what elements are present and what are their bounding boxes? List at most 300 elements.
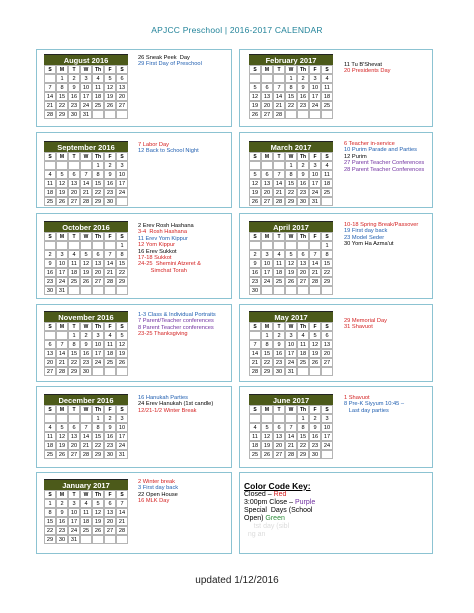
weekday-header: F — [309, 322, 321, 331]
day-cell: 11 — [44, 179, 56, 188]
day-cell — [249, 414, 261, 423]
day-cell: 3 — [309, 74, 321, 83]
weekday-header: T — [273, 232, 285, 241]
day-cell: 2 — [309, 414, 321, 423]
day-cell: 10 — [309, 170, 321, 179]
event-note: 30 Yom Ha Azma'ut — [344, 241, 394, 248]
day-cell — [104, 110, 116, 119]
day-cell — [321, 367, 333, 376]
day-cell: 1 — [261, 331, 273, 340]
day-cell: 14 — [116, 508, 128, 517]
day-cell: 24 — [68, 526, 80, 535]
day-cell: 28 — [44, 110, 56, 119]
notes-apr — [344, 222, 442, 248]
weekday-header: S — [44, 65, 56, 74]
day-cell: 29 — [321, 277, 333, 286]
day-cell: 5 — [104, 74, 116, 83]
event-note: 29 Memorial Day — [344, 318, 387, 324]
day-cell: 30 — [249, 286, 261, 295]
day-cell: 22 — [68, 358, 80, 367]
day-cell: 3 — [80, 74, 92, 83]
weekday-header: T — [68, 152, 80, 161]
day-cell: 4 — [249, 423, 261, 432]
event-note: 16 Erev Sukkot — [138, 248, 177, 255]
day-cell: 16 — [297, 179, 309, 188]
day-cell: 18 — [321, 179, 333, 188]
weekday-header: Th — [92, 152, 104, 161]
day-cell — [321, 110, 333, 119]
day-cell: 27 — [297, 277, 309, 286]
day-cell: 13 — [261, 92, 273, 101]
day-cell — [273, 74, 285, 83]
day-cell: 31 — [56, 286, 68, 295]
weekday-header: F — [104, 65, 116, 74]
day-cell: 26 — [92, 526, 104, 535]
day-cell: 6 — [297, 250, 309, 259]
key-early-close — [244, 499, 354, 507]
day-cell: 3 — [261, 250, 273, 259]
day-cell: 5 — [249, 83, 261, 92]
day-cell: 24 — [285, 358, 297, 367]
day-cell: 19 — [104, 92, 116, 101]
day-cell: 13 — [273, 432, 285, 441]
notes-jun — [344, 395, 442, 414]
day-cell: 20 — [68, 188, 80, 197]
day-cell: 12 — [309, 340, 321, 349]
day-cell: 18 — [104, 349, 116, 358]
day-cell: 20 — [44, 358, 56, 367]
day-cell: 23 — [104, 441, 116, 450]
day-cell: 14 — [273, 92, 285, 101]
day-cell: 27 — [261, 197, 273, 206]
day-cell: 25 — [104, 358, 116, 367]
event-note: 7 Labor Day — [138, 142, 169, 148]
weekday-header: W — [80, 232, 92, 241]
day-cell — [249, 74, 261, 83]
day-cell: 11 — [321, 83, 333, 92]
key-early-label: 3:00pm Close – — [244, 499, 295, 506]
day-cell: 18 — [44, 441, 56, 450]
event-note: 24-25 Shemini Atzeret & Simchat Torah — [138, 261, 201, 274]
event-note: 1-3 Class & Individual Portraits — [138, 312, 216, 318]
day-cell: 13 — [104, 508, 116, 517]
weekday-header: M — [56, 232, 68, 241]
day-cell: 27 — [68, 197, 80, 206]
day-cell: 29 — [92, 197, 104, 206]
day-cell: 11 — [321, 170, 333, 179]
day-cell: 29 — [56, 110, 68, 119]
month-header: February 2017 — [249, 54, 333, 65]
day-cell: 11 — [92, 83, 104, 92]
day-cell: 24 — [309, 188, 321, 197]
day-cell: 2 — [80, 331, 92, 340]
event-note: 11 Erev Yom Kippur — [138, 235, 188, 242]
weekday-header: W — [80, 490, 92, 499]
day-cell: 16 — [80, 349, 92, 358]
weekday-header: M — [261, 322, 273, 331]
event-note: 6 Teacher in-service — [344, 141, 395, 147]
notes-sep — [138, 142, 236, 155]
day-cell: 25 — [44, 197, 56, 206]
key-ghost-line2: ng an — [244, 531, 266, 538]
updated-footer: updated 1/12/2016 — [195, 575, 279, 586]
day-cell — [116, 535, 128, 544]
day-cell — [44, 74, 56, 83]
day-cell — [56, 241, 68, 250]
day-cell: 16 — [297, 92, 309, 101]
weekday-header: T — [273, 65, 285, 74]
day-cell: 14 — [104, 259, 116, 268]
event-note: 12/21-1/2 Winter Break — [138, 407, 197, 414]
day-cell: 9 — [309, 423, 321, 432]
event-note: 3-4 Rosh Hashana — [138, 229, 188, 236]
day-cell: 3 — [321, 414, 333, 423]
notes-may — [344, 318, 442, 331]
day-cell — [321, 450, 333, 459]
weekday-header: Th — [297, 232, 309, 241]
day-cell: 26 — [56, 197, 68, 206]
event-note: 31 Shavuot — [344, 324, 373, 331]
day-cell: 19 — [285, 268, 297, 277]
day-cell: 11 — [297, 340, 309, 349]
day-cell: 13 — [68, 432, 80, 441]
day-cell: 22 — [297, 441, 309, 450]
day-cell: 9 — [56, 508, 68, 517]
weekday-header: Th — [92, 65, 104, 74]
day-cell: 7 — [273, 170, 285, 179]
day-cell — [285, 414, 297, 423]
event-note: 28 Parent Teacher Conferences — [344, 166, 425, 173]
month-header: December 2016 — [44, 394, 128, 405]
day-cell — [285, 286, 297, 295]
key-closed — [244, 491, 354, 499]
day-cell: 7 — [273, 83, 285, 92]
day-cell: 15 — [92, 432, 104, 441]
month-header: September 2016 — [44, 141, 128, 152]
event-note: 3 First day back — [138, 485, 179, 492]
month-grid — [249, 65, 333, 119]
day-cell: 8 — [92, 170, 104, 179]
day-cell: 22 — [261, 358, 273, 367]
event-note: 11 Tu B'Shevat — [344, 62, 382, 68]
day-cell: 5 — [285, 250, 297, 259]
day-cell: 18 — [92, 92, 104, 101]
day-cell — [261, 161, 273, 170]
day-cell: 19 — [249, 101, 261, 110]
weekday-header: S — [116, 322, 128, 331]
weekday-header: S — [321, 152, 333, 161]
day-cell: 8 — [297, 423, 309, 432]
weekday-header: T — [68, 65, 80, 74]
key-early-word: Purple — [294, 499, 316, 506]
day-cell — [261, 286, 273, 295]
day-cell: 2 — [104, 414, 116, 423]
day-cell: 22 — [285, 188, 297, 197]
day-cell: 12 — [92, 508, 104, 517]
day-cell: 9 — [104, 423, 116, 432]
day-cell: 28 — [116, 526, 128, 535]
day-cell: 25 — [249, 450, 261, 459]
day-cell: 4 — [92, 74, 104, 83]
day-cell: 26 — [309, 358, 321, 367]
day-cell: 7 — [80, 423, 92, 432]
day-cell: 24 — [309, 101, 321, 110]
day-cell: 15 — [321, 259, 333, 268]
day-cell: 6 — [116, 74, 128, 83]
day-cell: 11 — [80, 508, 92, 517]
day-cell: 14 — [309, 259, 321, 268]
day-cell — [68, 241, 80, 250]
day-cell: 7 — [309, 250, 321, 259]
day-cell: 9 — [297, 83, 309, 92]
day-cell: 5 — [261, 423, 273, 432]
calendar-aug — [44, 54, 128, 119]
day-cell: 26 — [56, 450, 68, 459]
day-cell: 10 — [68, 508, 80, 517]
day-cell: 14 — [56, 349, 68, 358]
day-cell: 2 — [68, 74, 80, 83]
day-cell: 29 — [44, 535, 56, 544]
day-cell: 15 — [44, 517, 56, 526]
key-special-line1: Special Days (School — [244, 507, 313, 514]
day-cell: 21 — [285, 441, 297, 450]
day-cell — [285, 110, 297, 119]
weekday-header: Th — [92, 405, 104, 414]
day-cell: 27 — [273, 450, 285, 459]
day-cell — [104, 286, 116, 295]
day-cell: 20 — [104, 517, 116, 526]
day-cell — [273, 241, 285, 250]
day-cell: 11 — [44, 432, 56, 441]
weekday-header: S — [116, 232, 128, 241]
weekday-header: S — [249, 322, 261, 331]
weekday-header: T — [273, 405, 285, 414]
weekday-header: F — [104, 152, 116, 161]
day-cell: 17 — [261, 268, 273, 277]
day-cell: 21 — [104, 268, 116, 277]
event-note: 12 Back to School Night — [138, 148, 199, 155]
weekday-header: T — [68, 322, 80, 331]
day-cell: 8 — [44, 508, 56, 517]
day-cell — [249, 241, 261, 250]
day-cell — [116, 286, 128, 295]
day-cell: 18 — [273, 268, 285, 277]
event-note: 7 Parent/Teacher conferences — [138, 318, 214, 325]
day-cell: 18 — [80, 517, 92, 526]
day-cell: 13 — [116, 83, 128, 92]
month-grid — [249, 152, 333, 206]
day-cell: 6 — [68, 423, 80, 432]
day-cell: 21 — [309, 268, 321, 277]
day-cell: 6 — [104, 499, 116, 508]
event-note: 22 Open House — [138, 491, 178, 498]
day-cell: 6 — [44, 340, 56, 349]
page-title: APJCC Preschool | 2016-2017 CALENDAR — [151, 25, 323, 35]
day-cell: 15 — [297, 432, 309, 441]
weekday-header: F — [104, 232, 116, 241]
day-cell: 4 — [321, 161, 333, 170]
day-cell: 22 — [321, 268, 333, 277]
day-cell — [309, 241, 321, 250]
month-header: November 2016 — [44, 311, 128, 322]
day-cell: 21 — [116, 517, 128, 526]
day-cell: 30 — [80, 367, 92, 376]
day-cell — [80, 414, 92, 423]
day-cell: 3 — [116, 161, 128, 170]
day-cell: 7 — [285, 423, 297, 432]
day-cell: 25 — [44, 450, 56, 459]
day-cell: 17 — [116, 432, 128, 441]
weekday-header: M — [261, 152, 273, 161]
day-cell: 11 — [249, 432, 261, 441]
day-cell: 25 — [92, 101, 104, 110]
day-cell: 14 — [285, 432, 297, 441]
day-cell: 8 — [285, 170, 297, 179]
day-cell: 26 — [261, 450, 273, 459]
event-note: 16 Hanukah Parties — [138, 395, 188, 401]
day-cell: 17 — [80, 92, 92, 101]
day-cell: 12 — [261, 432, 273, 441]
day-cell — [116, 367, 128, 376]
event-note: 17-18 Sukkot — [138, 255, 172, 262]
day-cell — [80, 535, 92, 544]
day-cell: 4 — [44, 423, 56, 432]
event-note: 8 Pre-K Siyyum 10:45 – — [344, 401, 405, 408]
day-cell — [116, 197, 128, 206]
day-cell: 25 — [321, 101, 333, 110]
day-cell: 27 — [116, 101, 128, 110]
day-cell: 23 — [309, 441, 321, 450]
day-cell: 13 — [68, 179, 80, 188]
weekday-header: W — [80, 65, 92, 74]
day-cell — [273, 161, 285, 170]
day-cell: 4 — [80, 499, 92, 508]
day-cell: 25 — [273, 277, 285, 286]
day-cell: 22 — [92, 441, 104, 450]
day-cell — [261, 241, 273, 250]
day-cell: 15 — [68, 349, 80, 358]
weekday-header: F — [309, 152, 321, 161]
day-cell: 9 — [297, 170, 309, 179]
weekday-header: W — [285, 65, 297, 74]
day-cell: 1 — [297, 414, 309, 423]
weekday-header: F — [104, 405, 116, 414]
day-cell: 25 — [321, 188, 333, 197]
day-cell — [80, 286, 92, 295]
day-cell: 10 — [92, 340, 104, 349]
weekday-header: S — [249, 232, 261, 241]
day-cell: 27 — [104, 526, 116, 535]
day-cell: 7 — [56, 340, 68, 349]
day-cell: 4 — [68, 250, 80, 259]
day-cell: 29 — [68, 367, 80, 376]
day-cell: 31 — [68, 535, 80, 544]
day-cell — [321, 197, 333, 206]
day-cell: 8 — [116, 250, 128, 259]
day-cell: 2 — [249, 250, 261, 259]
day-cell: 9 — [68, 83, 80, 92]
day-cell: 1 — [56, 74, 68, 83]
day-cell: 30 — [68, 110, 80, 119]
day-cell: 14 — [273, 179, 285, 188]
notes-dec — [138, 395, 236, 414]
day-cell: 27 — [44, 367, 56, 376]
day-cell: 4 — [297, 331, 309, 340]
day-cell: 27 — [321, 358, 333, 367]
event-note: 8 Parent Teacher conferences — [138, 324, 214, 331]
weekday-header: S — [44, 152, 56, 161]
day-cell: 31 — [116, 450, 128, 459]
weekday-header: Th — [92, 490, 104, 499]
event-note: 26 Sneak Peek Day — [138, 55, 190, 61]
day-cell: 12 — [249, 179, 261, 188]
weekday-header: M — [56, 152, 68, 161]
day-cell: 17 — [309, 179, 321, 188]
day-cell: 10 — [116, 170, 128, 179]
day-cell: 11 — [104, 340, 116, 349]
day-cell: 23 — [104, 188, 116, 197]
day-cell — [321, 286, 333, 295]
day-cell: 12 — [56, 179, 68, 188]
day-cell: 5 — [309, 331, 321, 340]
day-cell: 8 — [321, 250, 333, 259]
day-cell: 19 — [56, 188, 68, 197]
weekday-header: Th — [297, 152, 309, 161]
day-cell: 9 — [80, 340, 92, 349]
day-cell: 23 — [44, 277, 56, 286]
key-ghost-line1: tst day (sibl — [244, 523, 290, 530]
day-cell: 30 — [309, 450, 321, 459]
day-cell: 1 — [285, 74, 297, 83]
notes-mar — [344, 141, 442, 173]
day-cell: 16 — [309, 432, 321, 441]
day-cell — [285, 241, 297, 250]
weekday-header: S — [44, 232, 56, 241]
day-cell: 27 — [261, 110, 273, 119]
day-cell: 16 — [249, 268, 261, 277]
day-cell: 28 — [273, 197, 285, 206]
day-cell: 30 — [104, 197, 116, 206]
day-cell — [104, 535, 116, 544]
month-header: April 2017 — [249, 221, 333, 232]
weekday-header: T — [273, 322, 285, 331]
day-cell: 21 — [80, 188, 92, 197]
event-note: 10-18 Spring Break/Passover — [344, 222, 419, 228]
day-cell: 12 — [249, 92, 261, 101]
month-header: October 2016 — [44, 221, 128, 232]
day-cell: 9 — [273, 340, 285, 349]
month-header: March 2017 — [249, 141, 333, 152]
day-cell: 24 — [80, 101, 92, 110]
day-cell: 15 — [285, 92, 297, 101]
day-cell: 21 — [44, 101, 56, 110]
event-note: 1 Shavuot — [344, 395, 370, 401]
weekday-header: S — [44, 322, 56, 331]
day-cell: 22 — [116, 268, 128, 277]
day-cell: 16 — [104, 179, 116, 188]
day-cell: 7 — [104, 250, 116, 259]
event-note: Last day parties — [344, 407, 389, 414]
weekday-header: W — [80, 152, 92, 161]
month-grid — [44, 405, 128, 459]
day-cell: 10 — [285, 340, 297, 349]
day-cell: 28 — [56, 367, 68, 376]
day-cell: 17 — [309, 92, 321, 101]
day-cell: 24 — [56, 277, 68, 286]
day-cell — [273, 286, 285, 295]
month-grid — [44, 322, 128, 376]
day-cell — [56, 414, 68, 423]
